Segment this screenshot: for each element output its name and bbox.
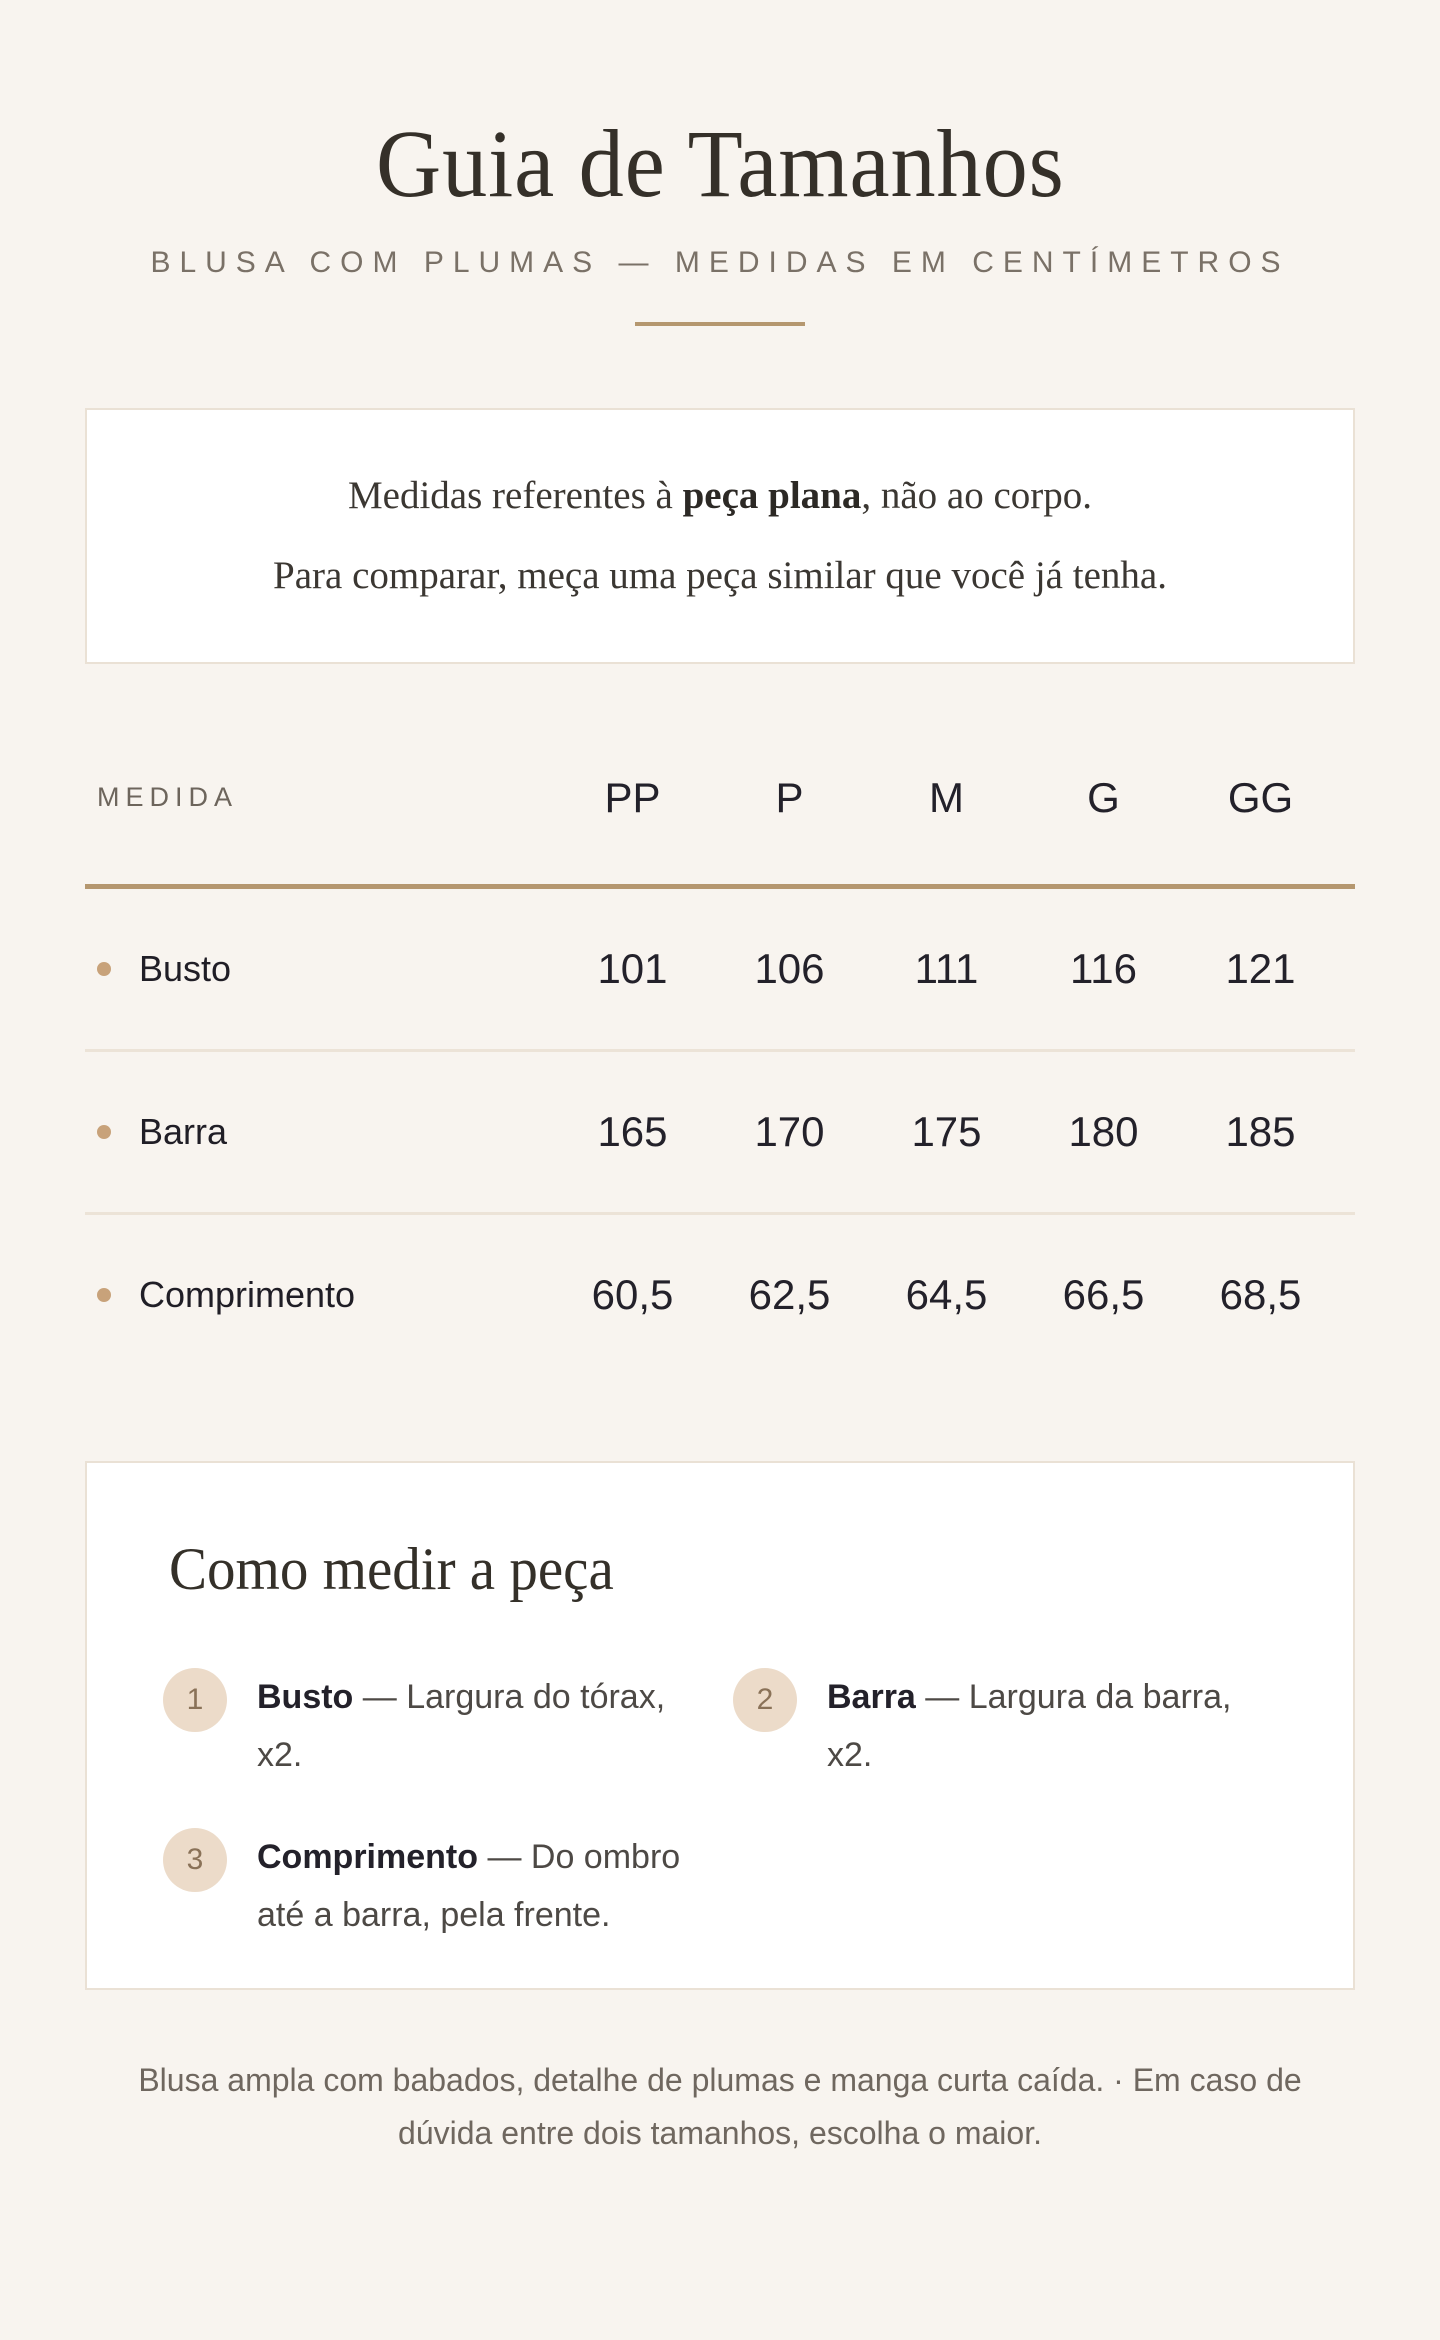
step-term: Barra <box>827 1677 916 1716</box>
bullet-dot-icon <box>97 1288 111 1302</box>
table-row-comprimento <box>85 1215 1355 1375</box>
page-title: Guia de Tamanhos <box>375 110 1065 217</box>
size-value: 62,5 <box>748 1270 831 1318</box>
row-label: Comprimento <box>139 1273 356 1315</box>
step-number-badge: 3 <box>163 1828 227 1892</box>
size-column-header-m: M <box>929 773 964 821</box>
notice-line-2: Para comparar, meça uma peça similar que você já tenha. <box>273 553 1167 597</box>
table-row-busto <box>85 889 1355 1049</box>
size-value: 68,5 <box>1219 1270 1302 1318</box>
bullet-dot-icon <box>97 962 111 976</box>
howto-title: Como medir a peça <box>169 1535 614 1602</box>
size-value: 165 <box>597 1107 668 1155</box>
notice-line-1-bold: peça plana <box>682 473 862 517</box>
size-value: 106 <box>754 944 825 992</box>
notice-line-1-prefix: Medidas referentes à <box>347 473 683 517</box>
step-text <box>257 1668 687 1784</box>
row-label-cell <box>85 948 554 990</box>
size-value: 170 <box>754 1107 825 1155</box>
size-value: 60,5 <box>591 1270 674 1318</box>
size-value: 121 <box>1225 944 1296 992</box>
step-number-badge: 1 <box>163 1668 227 1732</box>
size-column-header-p: P <box>775 773 804 821</box>
howto-item-barra <box>733 1668 1303 1784</box>
howto-card <box>85 1461 1355 1990</box>
size-value: 66,5 <box>1062 1270 1145 1318</box>
size-value: 185 <box>1225 1107 1296 1155</box>
footer-note: Blusa ampla com babados, detalhe de plumas e manga curta caída. · Em caso de dúvida entre dois tamanhos, escolha o maior. <box>138 2061 1302 2151</box>
howto-items <box>163 1668 1303 1944</box>
table-row-barra <box>85 1052 1355 1212</box>
size-column-header-g: G <box>1087 773 1120 821</box>
size-table <box>85 774 1355 1375</box>
step-text <box>827 1668 1257 1784</box>
size-column-header-pp: PP <box>604 773 661 821</box>
bullet-dot-icon <box>97 1125 111 1139</box>
step-text <box>257 1828 687 1944</box>
row-label-cell <box>85 1274 554 1316</box>
page-subtitle: BLUSA COM PLUMAS — MEDIDAS EM CENTÍMETROS <box>150 245 1290 279</box>
step-description: — Do ombro até a barra, pela frente. <box>257 1837 681 1934</box>
howto-item-comprimento <box>163 1828 733 1944</box>
title-divider <box>635 322 805 326</box>
size-table-header-row <box>85 774 1355 822</box>
size-value: 101 <box>597 944 668 992</box>
size-value: 111 <box>914 944 979 992</box>
step-term: Comprimento <box>257 1837 478 1876</box>
step-term: Busto <box>257 1677 354 1716</box>
column-header-medida: MEDIDA <box>97 782 239 813</box>
page-header <box>0 0 1440 326</box>
step-number-badge: 2 <box>733 1668 797 1732</box>
howto-item-busto <box>163 1668 733 1784</box>
notice-card <box>85 408 1355 664</box>
row-label-cell <box>85 1111 554 1153</box>
row-label: Busto <box>139 947 232 989</box>
row-label: Barra <box>139 1110 228 1152</box>
notice-line-1 <box>117 456 1323 536</box>
size-value: 175 <box>911 1107 982 1155</box>
step-description: — Largura do tórax, x2. <box>257 1677 666 1774</box>
step-description: — Largura da barra, x2. <box>827 1677 1232 1774</box>
size-value: 64,5 <box>905 1270 988 1318</box>
size-value: 180 <box>1068 1107 1139 1155</box>
size-value: 116 <box>1070 944 1137 992</box>
notice-line-1-suffix: , não ao corpo. <box>861 473 1093 517</box>
size-column-header-gg: GG <box>1227 773 1294 821</box>
